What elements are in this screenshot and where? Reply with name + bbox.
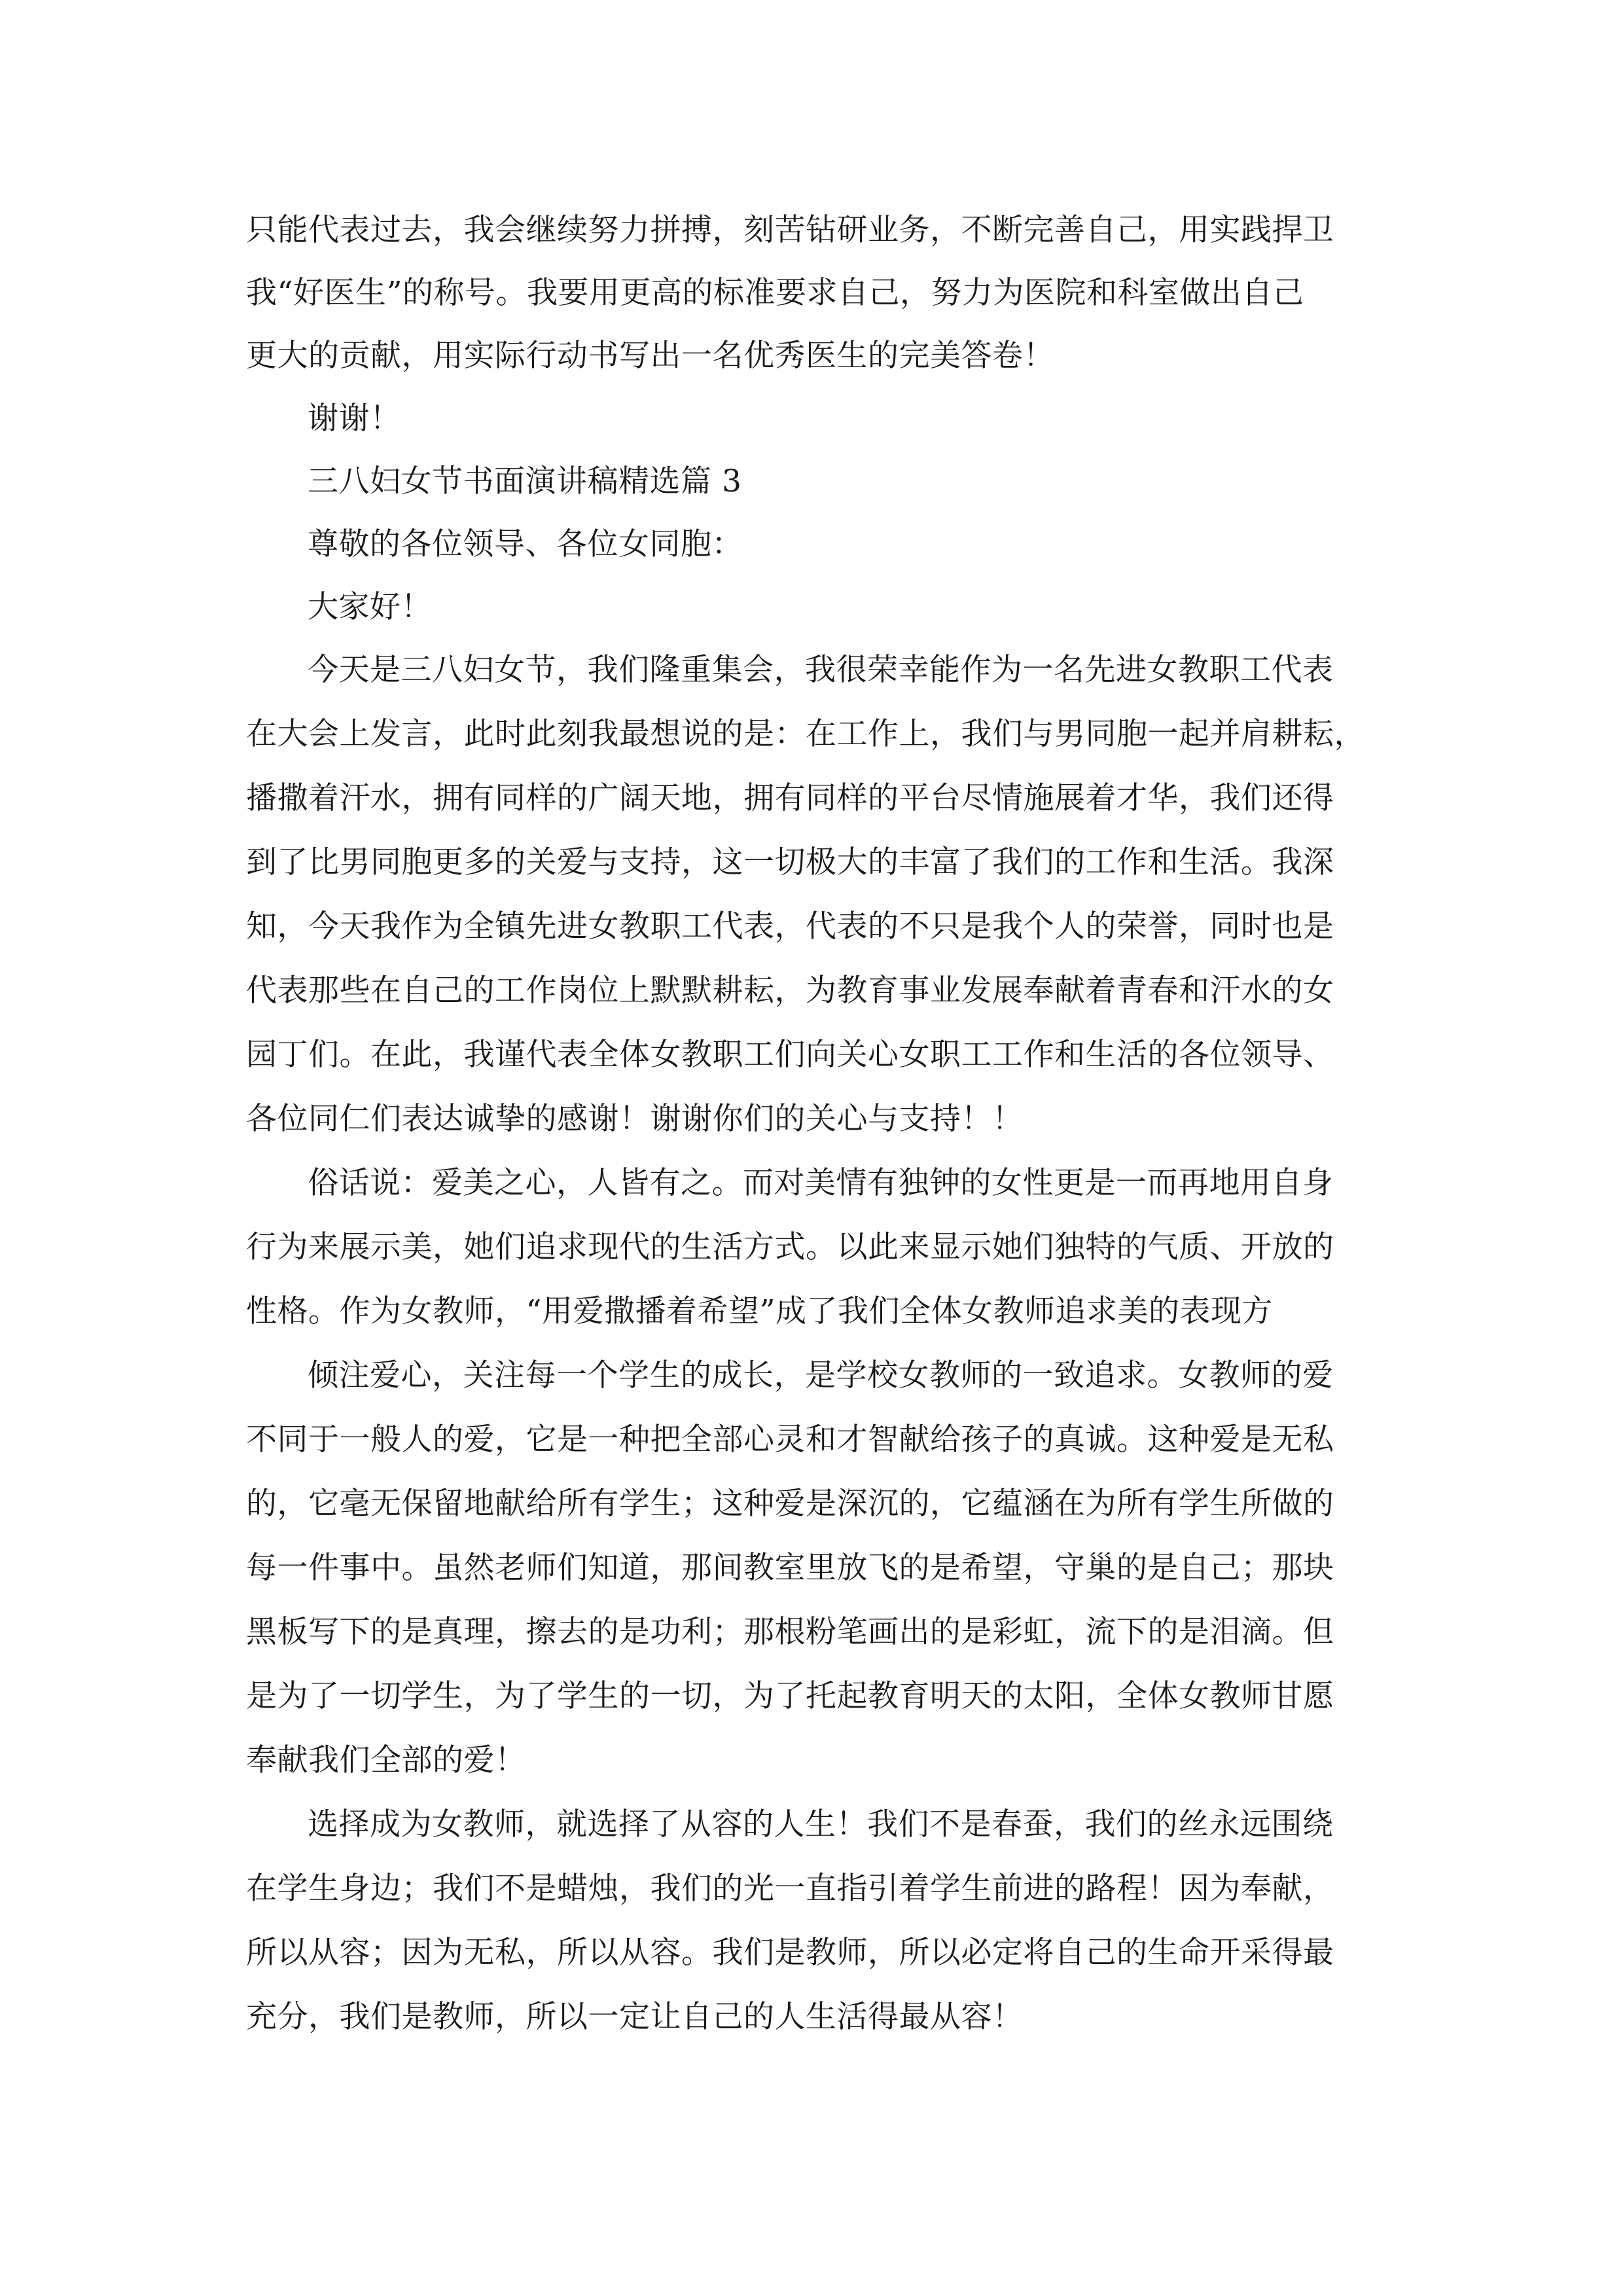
paragraph-1-line: 在大会上发言，此时此刻我最想说的是：在工作上，我们与男同胞一起并肩耕耘， <box>246 716 1365 752</box>
salutation: 尊敬的各位领导、各位女同胞： <box>308 526 743 562</box>
paragraph-1-line: 今天是三八妇女节，我们隆重集会，我很荣幸能作为一名先进女教职工代表 <box>308 652 1334 688</box>
paragraph-3-line: 奉献我们全部的爱！ <box>246 1742 526 1778</box>
paragraph-3-line: 的，它毫无保留地献给所有学生；这种爱是深沉的，它蕴涵在为所有学生所做的 <box>246 1486 1334 1522</box>
paragraph-4-line: 充分，我们是教师，所以一定让自己的人生活得最从容！ <box>246 1999 1024 2035</box>
paragraph-3-line: 不同于一般人的爱，它是一种把全部心灵和才智献给孩子的真诚。这种爱是无私 <box>246 1422 1334 1458</box>
paragraph-2-line: 行为来展示美，她们追求现代的生活方式。以此来显示她们独特的气质、开放的 <box>246 1229 1334 1265</box>
closing-text: 谢谢！ <box>308 401 401 437</box>
paragraph-3-line: 是为了一切学生，为了学生的一切，为了托起教育明天的太阳，全体女教师甘愿 <box>246 1678 1334 1714</box>
continuation-line-1: 只能代表过去，我会继续努力拼搏，刻苦钻研业务，不断完善自己，用实践捍卫 <box>246 212 1334 248</box>
paragraph-4-line: 在学生身边；我们不是蜡烛，我们的光一直指引着学生前进的路程！因为奉献， <box>246 1871 1334 1907</box>
paragraph-4-line: 选择成为女教师，就选择了从容的人生！我们不是春蚕，我们的丝永远围绕 <box>308 1806 1334 1842</box>
continuation-line-3: 更大的贡献，用实际行动书写出一名优秀医生的完美答卷！ <box>246 338 1054 374</box>
paragraph-3-line: 倾注爱心，关注每一个学生的成长，是学校女教师的一致追求。女教师的爱 <box>308 1357 1334 1393</box>
paragraph-1-line: 园丁们。在此，我谨代表全体女教职工们向关心女职工工作和生活的各位领导、 <box>246 1037 1334 1073</box>
paragraph-3-line: 每一件事中。虽然老师们知道，那间教室里放飞的是希望，守巢的是自己；那块 <box>246 1550 1334 1586</box>
paragraph-2-line: 俗话说：爱美之心，人皆有之。而对美情有独钟的女性更是一而再地用自身 <box>308 1165 1334 1201</box>
paragraph-1-line: 代表那些在自己的工作岗位上默默耕耘，为教育事业发展奉献着青春和汗水的女 <box>246 973 1334 1009</box>
paragraph-4-line: 所以从容；因为无私，所以从容。我们是教师，所以必定将自己的生命开采得最 <box>246 1935 1334 1971</box>
paragraph-1-line: 播撒着汗水，拥有同样的广阔天地，拥有同样的平台尽情施展着才华，我们还得 <box>246 780 1334 816</box>
paragraph-1-line: 到了比男同胞更多的关爱与支持，这一切极大的丰富了我们的工作和生活。我深 <box>246 844 1334 880</box>
paragraph-1-line: 知，今天我作为全镇先进女教职工代表，代表的不只是我个人的荣誉，同时也是 <box>246 908 1334 944</box>
paragraph-2-line: 性格。作为女教师，“用爱撒播着希望”成了我们全体女教师追求美的表现方 <box>246 1293 1274 1329</box>
continuation-line-2: 我“好医生”的称号。我要用更高的标准要求自己，努力为医院和科室做出自己 <box>246 275 1304 311</box>
greeting: 大家好！ <box>308 589 432 625</box>
paragraph-3-line: 黑板写下的是真理，擦去的是功利；那根粉笔画出的是彩虹，流下的是泪滴。但 <box>246 1614 1334 1650</box>
paragraph-1-line: 各位同仁们表达诚挚的感谢！谢谢你们的关心与支持！！ <box>246 1101 1024 1137</box>
section-title: 三八妇女节书面演讲稿精选篇 3 <box>308 463 742 499</box>
